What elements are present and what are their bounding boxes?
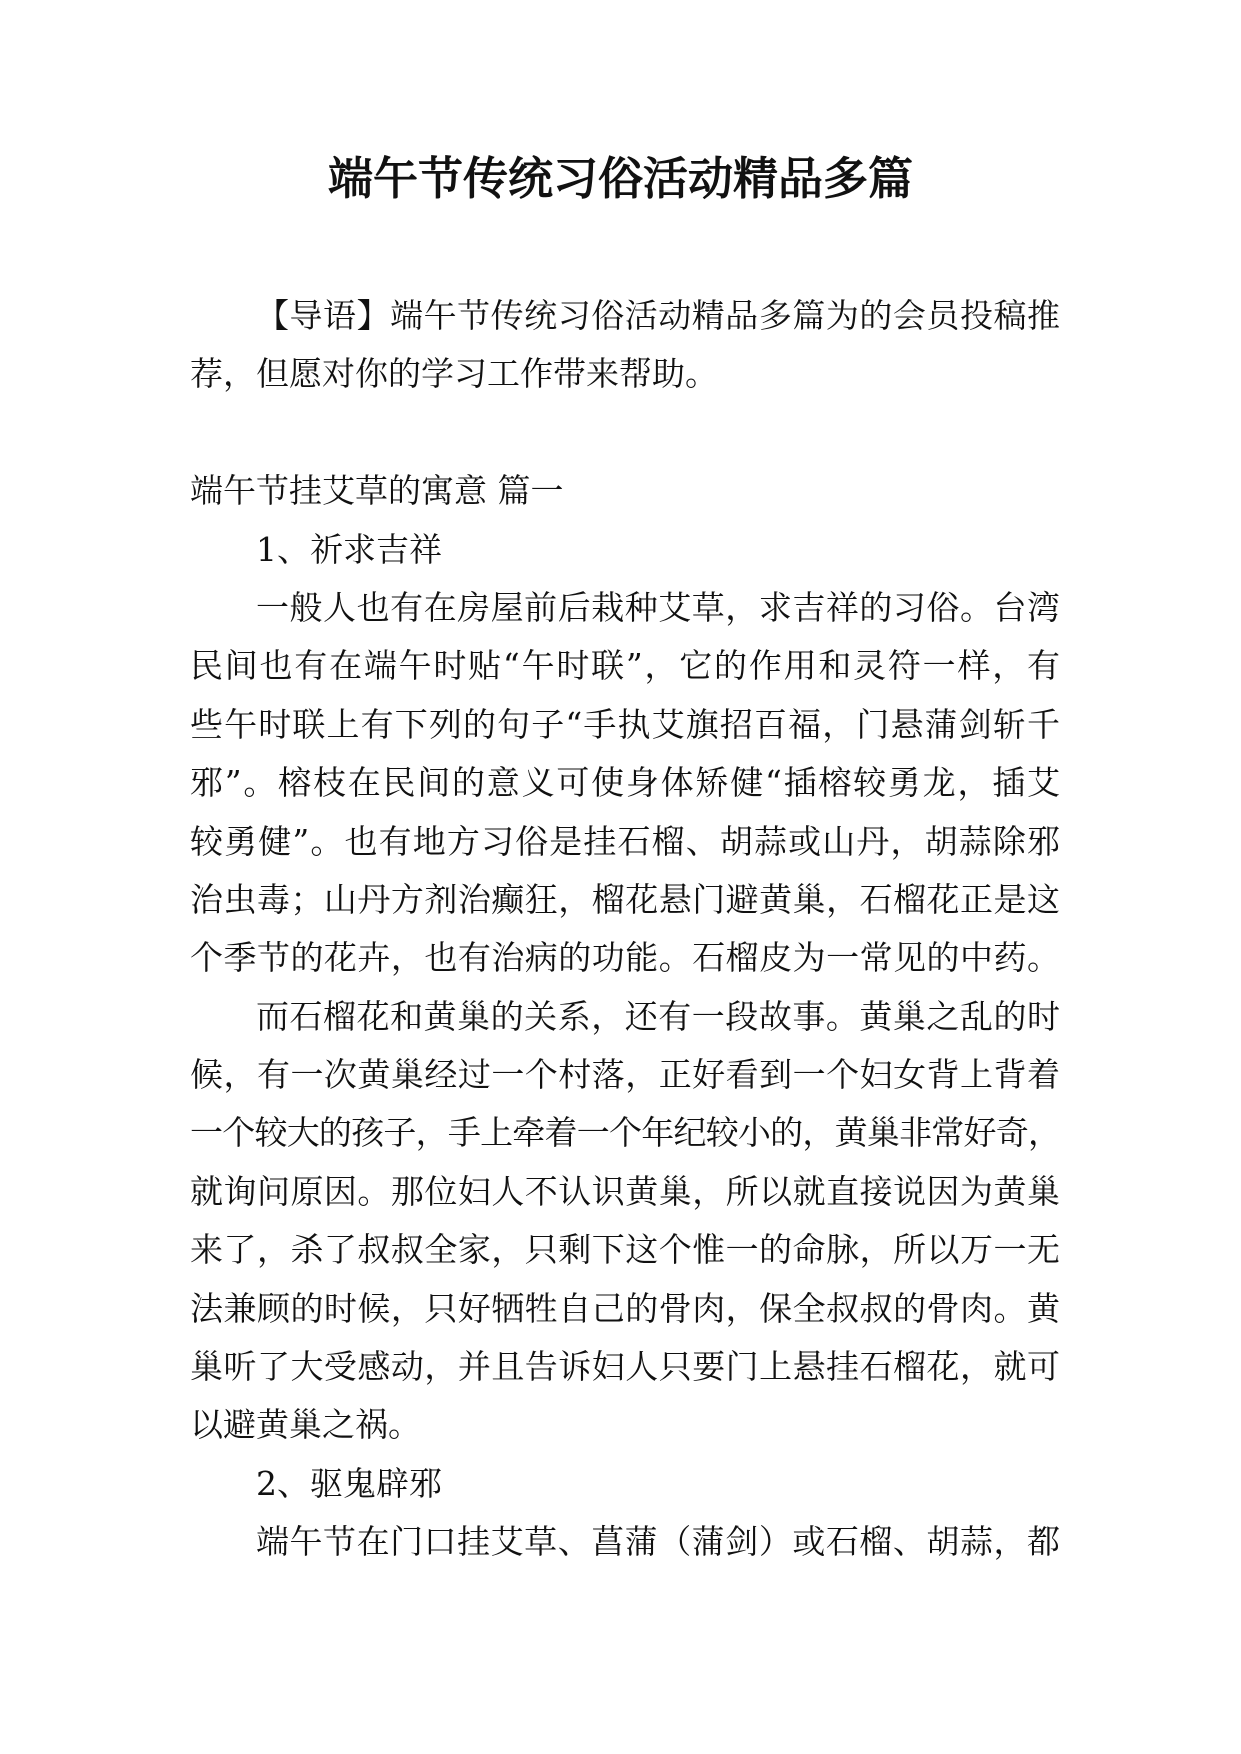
- paragraph-line: 而石榴花和黄巢的关系，还有一段故事。黄巢之乱的时: [256, 996, 1060, 1036]
- intro-line: 荐，但愿对你的学习工作带来帮助。: [190, 354, 718, 394]
- body-paragraph: [190, 1513, 1060, 1571]
- intro-paragraph: [190, 287, 1060, 404]
- paragraph-line: 个季节的花卉，也有治病的功能。石榴皮为一常见的中药。: [190, 938, 1060, 978]
- paragraph-line: 较勇健”。也有地方习俗是挂石榴、胡蒜或山丹，胡蒜除邪: [190, 821, 1060, 861]
- paragraph-line: 些午时联上有下列的句子“手执艾旗招百福，门悬蒲剑斩千: [190, 704, 1060, 744]
- paragraph-line: 一个较大的孩子，手上牵着一个年纪较小的，黄巢非常好奇，: [190, 1113, 1060, 1153]
- paragraph-line: 候，有一次黄巢经过一个村落，正好看到一个妇女背上背着: [190, 1055, 1060, 1095]
- paragraph-line: 以避黄巢之祸。: [190, 1405, 421, 1445]
- item-heading: 1、祈求吉祥: [256, 529, 442, 569]
- paragraph-line: 邪”。榕枝在民间的意义可使身体矫健“插榕较勇龙，插艾: [190, 763, 1060, 803]
- body-paragraph: [190, 988, 1060, 1455]
- paragraph-line: 法兼顾的时候，只好牺牲自己的骨肉，保全叔叔的骨肉。黄: [190, 1288, 1060, 1328]
- paragraph-line: 巢听了大受感动，并且告诉妇人只要门上悬挂石榴花，就可: [190, 1347, 1060, 1387]
- intro-line: 【导语】端午节传统习俗活动精品多篇为的会员投稿推: [256, 296, 1060, 335]
- document-title: 端午节传统习俗活动精品多篇: [327, 152, 913, 205]
- item-section: [190, 1455, 1060, 1572]
- item-section: [190, 521, 1060, 1455]
- document-body: [190, 287, 1060, 1572]
- paragraph-line: 端午节在门口挂艾草、菖蒲（蒲剑）或石榴、胡蒜，都: [256, 1522, 1060, 1562]
- paragraph-line: 一般人也有在房屋前后栽种艾草，求吉祥的习俗。台湾: [256, 587, 1060, 627]
- section-heading: 端午节挂艾草的寓意 篇一: [190, 471, 564, 511]
- paragraph-line: 来了，杀了叔叔全家，只剩下这个惟一的命脉，所以万一无: [190, 1230, 1060, 1270]
- paragraph-line: 民间也有在端午时贴“午时联”，它的作用和灵符一样，有: [190, 646, 1060, 686]
- paragraph-line: 治虫毒；山丹方剂治癫狂，榴花悬门避黄巢，石榴花正是这: [190, 879, 1060, 919]
- blank-line: [190, 404, 1060, 462]
- body-paragraph: [190, 579, 1060, 988]
- item-heading: 2、驱鬼辟邪: [256, 1463, 442, 1503]
- paragraph-line: 就询问原因。那位妇人不认识黄巢，所以就直接说因为黄巢: [190, 1171, 1060, 1211]
